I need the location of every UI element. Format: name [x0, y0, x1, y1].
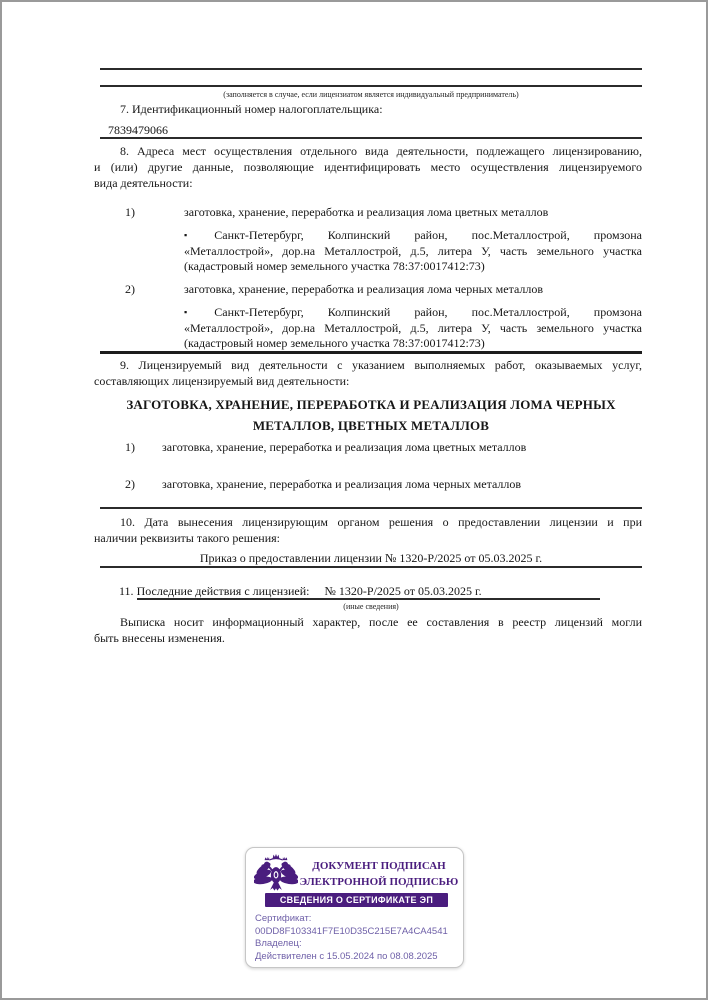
licensed-activity-heading	[100, 394, 642, 436]
address-text: Санкт-Петербург, Колпинский район, пос.Металлострой, промзона	[214, 228, 642, 242]
stamp-title-line: ЭЛЕКТРОННОЙ ПОДПИСЬЮ	[299, 876, 459, 888]
section8-intro-line: 8. Адреса мест осуществления отдельного вида деятельности, подлежащего лицензированию,	[120, 144, 642, 158]
other-info-note: (иные сведения)	[343, 602, 399, 611]
address-line	[184, 228, 642, 244]
electronic-signature-stamp	[245, 847, 464, 968]
section9-item-1	[94, 439, 673, 455]
section8-intro	[94, 143, 642, 191]
section9-divider-rule	[100, 351, 642, 354]
section8-intro-line: и (или) другие данные, позволяющие идентифицировать место осуществления лицензируемого	[94, 160, 642, 174]
license-order-info: Приказ о предоставлении лицензии № 1320-Р/2025 от 05.03.2025 г.	[199, 551, 543, 565]
section9-item-2	[94, 476, 673, 492]
entrepreneur-note: (заполняется в случае, если лицензиатом является индивидуальный предприниматель)	[223, 90, 519, 99]
section11-underline-rule	[137, 598, 600, 600]
address-line: «Металлострой», дор.на Металлострой, д.5, литера У, часть земельного участка	[184, 320, 642, 335]
section7-label: 7. Идентификационный номер налогоплательщика:	[120, 102, 383, 116]
disclaimer	[94, 614, 642, 646]
item-activity: заготовка, хранение, переработка и реализация лома цветных металлов	[162, 440, 527, 454]
section10-intro-line: 10. Дата вынесения лицензирующим органом решения о предоставлении лицензии и при	[120, 515, 642, 529]
section8-intro-line: вида деятельности:	[94, 176, 193, 190]
address-line: (кадастровый номер земельного участка 78:37:0017412:73)	[184, 259, 485, 273]
square-bullet-icon: ▪	[184, 307, 209, 317]
address-block-2	[184, 305, 642, 352]
address-line	[184, 305, 642, 321]
section11-line	[94, 583, 642, 599]
disclaimer-line: Выписка носит информационный характер, после ее составления в реестр лицензий могли	[120, 615, 642, 629]
section11-value: № 1320-Р/2025 от 05.03.2025 г.	[324, 584, 482, 598]
section9-intro	[94, 357, 642, 389]
certificate-value: 00DD8F103341F7E10D35C215E7A4CA4541	[255, 925, 448, 937]
item-number: 2)	[125, 282, 135, 296]
disclaimer-line: быть внесены изменения.	[94, 631, 225, 645]
item-activity: заготовка, хранение, переработка и реализация лома цветных металлов	[184, 205, 549, 219]
section11-label: Последние действия с лицензией:	[136, 584, 310, 598]
stamp-title-line: ДОКУМЕНТ ПОДПИСАН	[312, 860, 446, 872]
stamp-title	[299, 858, 459, 890]
validity-text: Действителен с 15.05.2024 по 08.08.2025	[255, 950, 438, 962]
section8-item-1	[94, 204, 673, 220]
section9-intro-line: составляющих лицензируемый вид деятельности:	[94, 374, 350, 388]
address-block-1	[184, 228, 642, 275]
certificate-info-badge: СВЕДЕНИЯ О СЕРТИФИКАТЕ ЭП	[265, 893, 448, 907]
heading-line: МЕТАЛЛОВ, ЦВЕТНЫХ МЕТАЛЛОВ	[252, 418, 490, 433]
order-underline-rule	[100, 566, 642, 568]
top-form-rule-1	[100, 68, 642, 70]
section8-item-2	[94, 281, 673, 297]
item-number: 1)	[125, 440, 135, 454]
certificate-details	[255, 913, 458, 963]
item-number: 2)	[125, 477, 135, 491]
section10-intro-line: наличии реквизиты такого решения:	[94, 531, 281, 545]
section10-intro	[94, 514, 642, 546]
section11-number: 11.	[119, 584, 134, 598]
section9-intro-line: 9. Лицензируемый вид деятельности с указанием выполняемых работ, оказываемых услуг,	[120, 358, 642, 372]
address-text: Санкт-Петербург, Колпинский район, пос.Металлострой, промзона	[214, 305, 642, 319]
inn-value: 7839479066	[108, 123, 168, 137]
double-headed-eagle-icon	[254, 853, 298, 893]
top-form-rule-2	[100, 85, 642, 87]
address-line: (кадастровый номер земельного участка 78:37:0017412:73)	[184, 336, 485, 350]
item-activity: заготовка, хранение, переработка и реализация лома черных металлов	[162, 477, 522, 491]
heading-line: ЗАГОТОВКА, ХРАНЕНИЕ, ПЕРЕРАБОТКА И РЕАЛИЗАЦИЯ ЛОМА ЧЕРНЫХ	[126, 397, 616, 412]
section10-divider-rule	[100, 507, 642, 509]
square-bullet-icon: ▪	[184, 230, 209, 240]
item-activity: заготовка, хранение, переработка и реализация лома черных металлов	[184, 282, 544, 296]
inn-underline-rule	[100, 137, 642, 139]
item-number: 1)	[125, 205, 135, 219]
owner-label: Владелец:	[255, 938, 302, 950]
certificate-label: Сертификат:	[255, 913, 312, 924]
address-line: «Металлострой», дор.на Металлострой, д.5, литера У, часть земельного участка	[184, 243, 642, 258]
